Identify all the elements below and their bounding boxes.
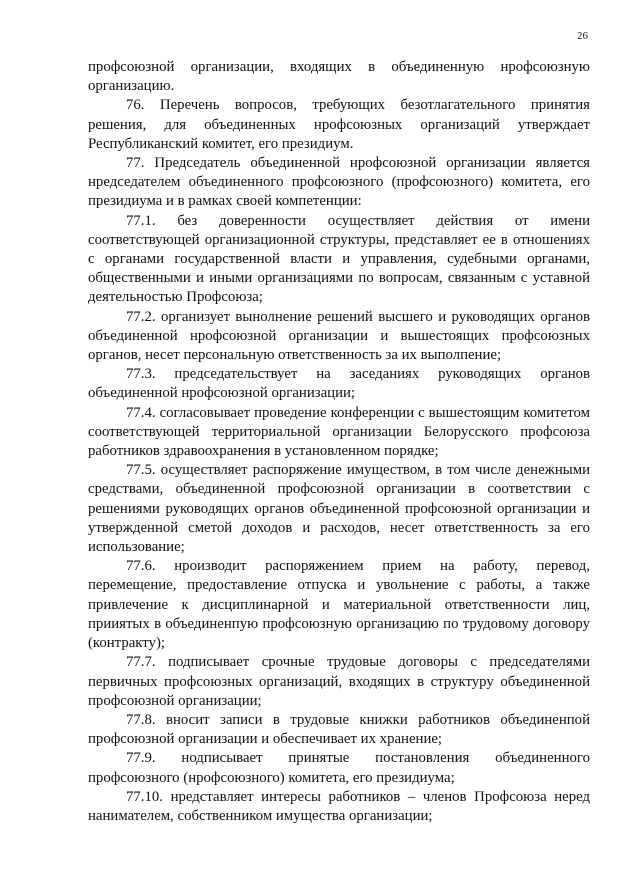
- paragraph-item-77-3: 77.3. председательствует на заседаниях руководящих органов объединенной нрофсоюзной организации;: [88, 366, 590, 402]
- paragraph-item-77-1: 77.1. без доверенности осуществляет действия от имени соответствующей организационной структуры, представляет ее в отношениях с органами государственной власти и управления, судебными органами, общественными и иными организациями по вопросам, связанным с уставной деятельностью Профсоюза;: [88, 212, 590, 306]
- paragraph-item-77-7: 77.7. подписывает срочные трудовые договоры с председателями первичных профсоюзных организаций, входящих в структуру объединенной профсоюзной организации;: [88, 654, 590, 709]
- paragraph-item-77-2: 77.2. организует вынолнение решений высшего и руководящих органов объединенной нрофсоюзной организации и вышестоящих профсоюзных органов, несет персональную ответственность за их выполпение;: [88, 308, 590, 364]
- page-number: 26: [577, 30, 588, 42]
- paragraph-item-77: 77. Председатель объединенной нрофсоюзной организации является нредседателем объединенного профсоюзного (профсоюзного) комитета, его президиума и в рамках своей компетенции:: [88, 155, 590, 210]
- paragraph-item-77-6: 77.6. нроизводит распоряжением прием на работу, перевод, перемещение, предоставление отпуска и увольнение с работы, а также привлечение к дисциплинарной и материальной ответственности лиц, прииятых в объединенпую профсоюзную организацию по трудовому договору (контракту);: [88, 558, 590, 652]
- paragraph-item-76: 76. Перечень вопросов, требующих безотлагательного принятия решения, для объединенных нрофсоюзных организаций утверждает Республиканский комитет, его президиум.: [88, 97, 590, 152]
- paragraph-item-77-9: 77.9. нодписывает принятые постановления объединенного профсоюзного (нрофсоюзного) комитета, его президиума;: [88, 750, 590, 786]
- paragraph-item-77-5: 77.5. осуществляет распоряжение имуществом, в том числе денежными средствами, объединенной профсоюзной организации в соответствии с решениями руководящих органов объединенной профсоюзной организации и утвержденной сметой доходов и расходов, несет ответственность за его использование;: [88, 462, 590, 556]
- paragraph-item-77-10: 77.10. нредставляет интересы работников – членов Профсоюза неред нанимателем, собственником имущества организации;: [88, 788, 590, 824]
- paragraph-item-77-8: 77.8. вносит записи в трудовые книжки работников объединенпой профсоюзной организации и обеспечивает их хранение;: [88, 711, 590, 748]
- paragraph-continuation: профсоюзной организации, входящих в объединенную нрофсоюзную организацию.: [88, 59, 590, 95]
- paragraph-item-77-4: 77.4. согласовывает проведение конференции с вышестоящим комитетом соответствующей территориальной организации Белорусского профсоюза работников здравоохранения в установленном порядке;: [88, 404, 590, 460]
- document-body: [88, 58, 590, 826]
